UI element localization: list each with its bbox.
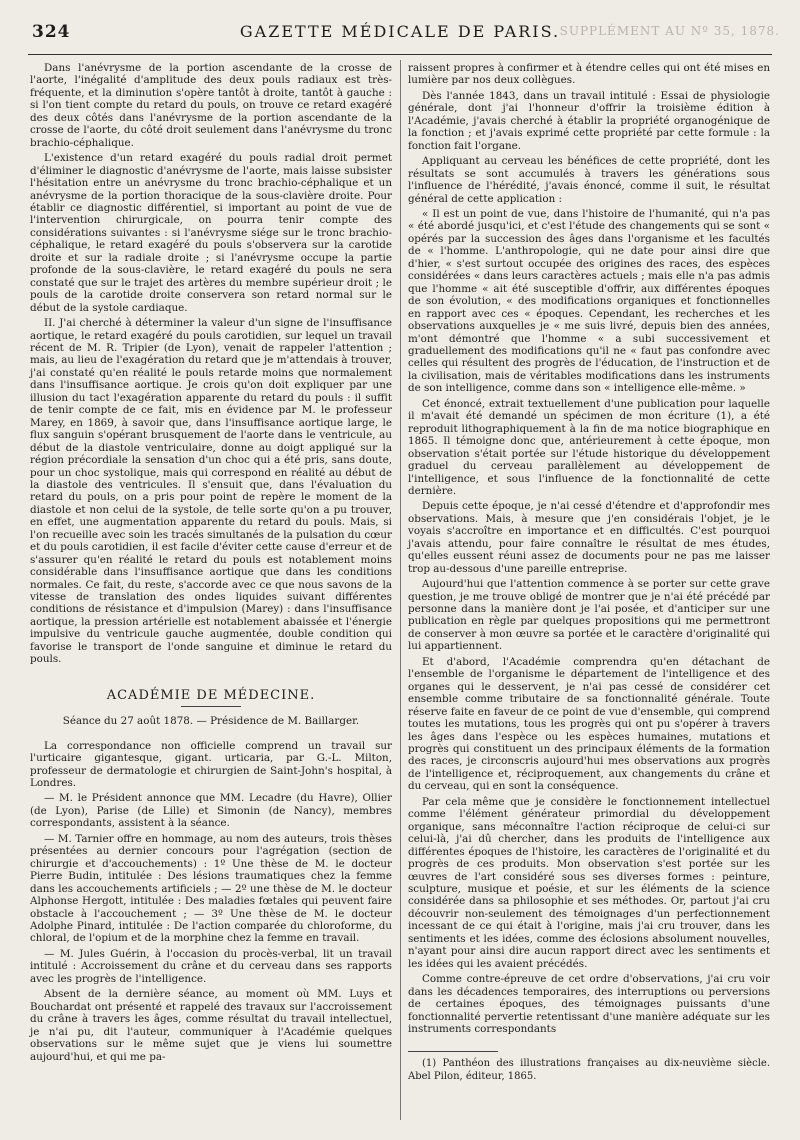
paragraph: Absent de la dernière séance, au moment où MM. Luys et Bouchardat ont présenté et rappelé des travaux sur l'accroissement du crâne à travers les âges, comme résultat du travail intellectuel, je n'ai pu, dit l'auteur, communiquer à l'Académie quelques observations sur le même sujet que je viens lui soumettre aujourd'hui, et qui me pa-	[30, 988, 392, 1063]
paragraph: Aujourd'hui que l'attention commence à se porter sur cette grave question, je me trouve obligé de montrer que je n'ai été précédé par personne dans la manière dont je l'ai posée, et d'anticiper sur une publication en règle par quelques propositions qui me permettront de conserver à mon œuvre sa portée et le caractère d'originalité qui lui appartiennent.	[408, 578, 770, 653]
paragraph: Dans l'anévrysme de la portion ascendante de la crosse de l'aorte, l'inégalité d'amplitude des deux pouls radiaux est très-fréquente, et la diminution s'opère tantôt à droite, tantôt à gauche : si l'on tient compte du retard du pouls, on trouve ce retard exagéré des deux côtés dans l'anévrysme de la portion ascendante de la crosse de l'aorte, du côté droit seulement dans l'anévrysme du tronc brachio-céphalique.	[30, 62, 392, 149]
paragraph: Par cela même que je considère le fonctionnement intellectuel comme l'élément générateur primordial du développement organique, sans méconnaître l'action réciproque de celui-ci sur celui-là, j'ai dû chercher, dans les produits de l'intelligence aux différentes époques de l'histoire, les caractères de l'originalité et du progrès de ces produits. Mon observation s'est portée sur les œuvres de l'art considéré sous ses diverses formes : peinture, sculpture, musique et poésie, et sur les éléments de la science considérée dans sa philosophie et ses méthodes. Or, partout j'ai cru découvrir non-seulement des témoignages d'un perfectionnement incessant de ce qui était à l'origine, mais j'ai cru trouver, dans les sentiments et les idées, comme des éclosions absolument nouvelles, n'ayant pour ainsi dire aucun rapport direct avec les sentiments et les idées qui les avaient précédés.	[408, 795, 770, 970]
left-column	[30, 62, 392, 1066]
paragraph: Cet énoncé, extrait textuellement d'une publication pour laquelle il m'avait été demandé un spécimen de mon écriture (1), a été reproduit lithographiquement à la fin de ma notice biographique en 1865. Il témoigne donc que, antérieurement à cette époque, mon observation s'était portée sur l'étude historique du développement graduel du cerveau parallèlement au développement de l'intelligence, et sous l'influence de la fonctionnalité de cette dernière.	[408, 397, 770, 497]
paragraph: Depuis cette époque, je n'ai cessé d'étendre et d'approfondir mes observations. Mais, à mesure que j'en considérais l'objet, je le voyais s'accroître en importance et en difficultés. C'est pourquoi j'avais attendu, pour faire connaître le résultat de mes études, qu'elles eussent réuni assez de documents pour ne pas me laisser trop au-dessous d'une pareille entreprise.	[408, 500, 770, 575]
paragraph: Appliquant au cerveau les bénéfices de cette propriété, dont les résultats se sont accumulés à travers les générations sous l'influence de l'hérédité, j'avais énoncé, comme il suit, le résultat général de cette application :	[408, 155, 770, 205]
paragraph: Comme contre-épreuve de cet ordre d'observations, j'ai cru voir dans les décadences temporaires, des interruptions ou perversions de certaines époques, des témoignages puissants d'une fonctionnalité pervertie retentissant d'une manière adéquate sur les instruments correspondants	[408, 973, 770, 1035]
journal-title: GAZETTE MÉDICALE DE PARIS.	[239, 22, 561, 41]
paragraph: — M. Jules Guérin, à l'occasion du procès-verbal, lit un travail intitulé : Accroissement du crâne et du cerveau dans ses rapports avec les progrès de l'intelligence.	[30, 947, 392, 985]
page-header	[20, 22, 780, 44]
right-column	[408, 62, 770, 1086]
paragraph: raissent propres à confirmer et à étendre celles qui ont été mises en lumière par nos deux collègues.	[408, 62, 770, 87]
column-divider	[400, 60, 401, 1120]
paragraph: II. J'ai cherché à déterminer la valeur d'un signe de l'insuffisance aortique, le retard exagéré du pouls carotidien, sur lequel un travail récent de M. R. Tripier (de Lyon), venait de rappeler l'attention ; mais, au lieu de l'exagération du retard que je m'attendais à trouver, j'ai constaté qu'en réalité le pouls retarde moins que normalement dans l'insuffisance aortique. Je crois qu'on doit expliquer par une illusion du tact l'exagération apparente du retard du pouls : il suffit de tenir compte de ce fait, mis en évidence par M. le professeur Marey, en 1869, à savoir que, dans l'insuffisance aortique large, le flux sanguin s'opérant brusquement de l'aorte dans le ventricule, au début de la diastole ventriculaire, donne au doigt appliqué sur la région précordiale la sensation d'un choc qui a été pris, sans doute, pour un choc systolique, mais qui correspond en réalité au début de la diastole des ventricules. Il s'ensuit que, dans l'évaluation du retard du pouls, on a pris pour point de repère le moment de la diastole et non celui de la systole, de telle sorte qu'on a pu trouver, en effet, une augmentation apparente du retard du pouls. Mais, si l'on recueille avec soin les tracés simultanés de la pulsation du cœur et du pouls carotidien, il est facile d'éviter cette cause d'erreur et de s'assurer qu'en réalité le retard du pouls est notablement moins considérable dans l'insuffisance aortique que dans les conditions normales. Ce fait, du reste, s'accorde avec ce que nous savons de la vitesse de translation des ondes liquides suivant différentes conditions de résistance et d'impulsion (Marey) : dans l'insuffisance aortique, la pression artérielle est notablement abaissée et l'énergie impulsive du ventricule gauche augmentée, double condition qui favorise le transport de l'onde sanguine et diminue le retard du pouls.	[30, 317, 392, 666]
session-line: Séance du 27 août 1878. — Présidence de M. Baillarger.	[62, 715, 360, 728]
paragraph: — M. le Président annonce que MM. Lecadre (du Havre), Ollier (de Lyon), Parise (de Lille) et Simonin (de Nancy), membres correspondants, assistent à la séance.	[30, 792, 392, 830]
paragraph: La correspondance non officielle comprend un travail sur l'urticaire gigantesque, gigant. urticaria, par G.-L. Milton, professeur de dermatologie et chirurgien de Saint-John's hospital, à Londres.	[30, 739, 392, 790]
paragraph: Dès l'année 1843, dans un travail intitulé : Essai de physiologie générale, dont j'ai l'honneur d'offrir la troisième édition à l'Académie, j'avais cherché à établir la propriété organogénique de la fonction ; et j'avais exprimé cette propriété par cette formule : la fonction fait l'organe.	[408, 89, 770, 152]
page-number: 324	[32, 22, 71, 42]
section-title: ACADÉMIE DE MÉDECINE.	[106, 687, 316, 703]
footnote: (1) Panthéon des illustrations françaises au dix-neuvième siècle. Abel Pilon, éditeur, 1865.	[408, 1058, 770, 1082]
supplement-mark: SUPPLÉMENT AU Nº 35, 1878.	[559, 24, 780, 38]
footnote-rule	[408, 1051, 498, 1052]
paragraph: Et d'abord, l'Académie comprendra qu'en détachant de l'ensemble de l'organisme le département de l'intelligence et des organes qui le desservent, je n'ai pas cessé de considérer cet ensemble comme tributaire de sa fonctionnalité générale. Toute réserve faite en faveur de ce point de vue d'ensemble, qui comprend toutes les mutations, tous les progrès qui ont pu s'opérer à travers les âges dans l'espèce ou les espèces humaines, mutations et progrès qui constituent un des principaux éléments de la formation des races, je circonscris aujourd'hui mes observations aux progrès de l'intelligence et, réciproquement, aux changements du crâne et du cerveau, qui en sont la conséquence.	[408, 655, 770, 793]
quotation: « Il est un point de vue, dans l'histoire de l'humanité, qui n'a pas « été abordé jusqu'ici, et c'est l'étude des changements qui se sont « opérés par la succession des âges dans l'organisme et les facultés de « l'homme. L'anthropologie, qui ne date pour ainsi dire que d'hier, « s'est surtout occupée des origines des races, des espèces considérées « dans leurs caractères actuels ; mais elle n'a pas admis que l'homme « ait été susceptible d'offrir, aux différentes époques de son évolution, « des modifications organiques et fonctionnelles en rapport avec ces « époques. Cependant, les recherches et les observations auxquelles je « me suis livré, depuis bien des années, m'ont démontré que l'homme « a subi successivement et graduellement des modifications qu'il ne « faut pas confondre avec celles qui résultent des progrès de l'éducation, de l'instruction et de la civilisation, mais de véritables modifications dans les instruments de son intelligence, comme dans son « intelligence elle-même. »	[408, 207, 770, 395]
section-rule	[181, 706, 241, 707]
header-rule	[28, 54, 772, 55]
paragraph: L'existence d'un retard exagéré du pouls radial droit permet d'éliminer le diagnostic d'anévrysme de l'aorte, mais laisse subsister l'hésitation entre un anévrysme du tronc brachio-céphalique et un anévrysme de la portion thoracique de la sous-clavière droite. Pour établir ce diagnostic différentiel, si important au point de vue de l'intervention chirurgicale, on pourra tenir compte des considérations suivantes : si l'anévrysme siége sur le tronc brachio-céphalique, le retard exagéré du pouls s'observera sur la carotide droite et sur la radiale droite ; si l'anévrysme occupe la partie profonde de la sous-clavière, le retard exagéré du pouls ne sera constaté que sur le trajet des artères du membre supérieur droit ; le pouls de la carotide droite conservera son retard normal sur le début de la systole cardiaque.	[30, 152, 392, 314]
paragraph: — M. Tarnier offre en hommage, au nom des auteurs, trois thèses présentées au dernier concours pour l'agrégation (section de chirurgie et d'accouchements) : 1º Une thèse de M. le docteur Pierre Budin, intitulée : Des lésions traumatiques chez la femme dans les accouchements artificiels ; — 2º une thèse de M. le docteur Alphonse Hergott, intitulée : Des maladies fœtales qui peuvent faire obstacle à l'accouchement ; — 3º Une thèse de M. le docteur Adolphe Pinard, intitulée : De l'action comparée du chloroforme, du chloral, de l'opium et de la morphine chez la femme en travail.	[30, 832, 392, 945]
